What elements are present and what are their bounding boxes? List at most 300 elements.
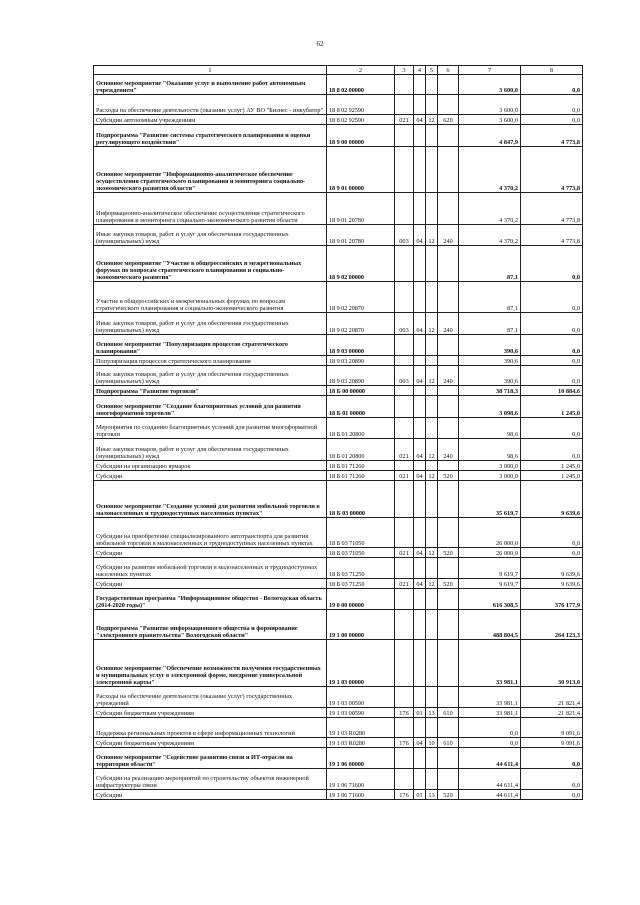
section-code bbox=[414, 589, 426, 610]
expense-type-code: 520 bbox=[438, 548, 459, 558]
section-code bbox=[414, 147, 426, 193]
target-code: 18 Б 01 71260 bbox=[327, 471, 395, 481]
section-code bbox=[414, 461, 426, 471]
amount-col8: 0,0 bbox=[521, 418, 583, 439]
target-code: 19 1 00 00000 bbox=[327, 610, 395, 640]
grbs-code bbox=[395, 282, 414, 313]
section-code: 04 bbox=[414, 225, 426, 246]
amount-col8: 21 821,4 bbox=[521, 708, 583, 718]
amount-col8: 0,0 bbox=[521, 548, 583, 558]
section-code: 04 bbox=[414, 439, 426, 461]
table-row bbox=[94, 769, 583, 790]
amount-col8: 0,0 bbox=[521, 518, 583, 548]
section-code: 04 bbox=[414, 115, 426, 125]
amount-col8: 21 821,4 bbox=[521, 687, 583, 708]
table-row bbox=[94, 418, 583, 439]
subsection-code: 12 bbox=[426, 471, 438, 481]
expense-type-code bbox=[438, 147, 459, 193]
expense-type-code: 610 bbox=[438, 708, 459, 718]
amount-col7: 87,1 bbox=[459, 313, 521, 335]
amount-col7: 390,6 bbox=[459, 366, 521, 386]
target-code: 18 Б 01 71260 bbox=[327, 461, 395, 471]
expense-type-code: 240 bbox=[438, 439, 459, 461]
row-name: Иные закупки товаров, работ и услуг для обеспечения государственных (муниципальных) нужд bbox=[94, 366, 327, 386]
section-code bbox=[414, 481, 426, 518]
section-code: 04 bbox=[414, 548, 426, 558]
amount-col7: 44 611,4 bbox=[459, 790, 521, 800]
subsection-code bbox=[426, 246, 438, 282]
expense-type-code bbox=[438, 246, 459, 282]
row-name: Субсидии бюджетным учреждениям bbox=[94, 708, 327, 718]
grbs-code: 021 bbox=[395, 579, 414, 589]
amount-col7: 38 718,3 bbox=[459, 386, 521, 396]
expense-type-code bbox=[438, 481, 459, 518]
section-code bbox=[414, 193, 426, 225]
amount-col8: 0,0 bbox=[521, 75, 583, 95]
amount-col8: 0,0 bbox=[521, 748, 583, 769]
expense-type-code bbox=[438, 193, 459, 225]
target-code: 18 9 03 20890 bbox=[327, 366, 395, 386]
amount-col7: 3 600,0 bbox=[459, 75, 521, 95]
header-cell: 6 bbox=[438, 66, 459, 75]
table-row bbox=[94, 246, 583, 282]
table-row bbox=[94, 589, 583, 610]
row-name: Основное мероприятие "Участие в общероссийских и межрегиональных форумах по вопросам стратегического планирования и социально-экономического развития" bbox=[94, 246, 327, 282]
amount-col8: 1 245,0 bbox=[521, 461, 583, 471]
amount-col8: 0,0 bbox=[521, 790, 583, 800]
expense-type-code bbox=[438, 610, 459, 640]
subsection-code: 13 bbox=[426, 708, 438, 718]
amount-col8: 9 091,6 bbox=[521, 738, 583, 748]
grbs-code bbox=[395, 558, 414, 579]
section-code bbox=[414, 246, 426, 282]
table-row bbox=[94, 548, 583, 558]
row-name: Субсидии bbox=[94, 548, 327, 558]
amount-col7: 616 308,5 bbox=[459, 589, 521, 610]
amount-col7: 26 000,0 bbox=[459, 518, 521, 548]
amount-col8: 1 245,0 bbox=[521, 396, 583, 418]
row-name: Иные закупки товаров, работ и услуг для обеспечения государственных (муниципальных) нужд bbox=[94, 225, 327, 246]
row-name: Иные закупки товаров, работ и услуг для обеспечения государственных (муниципальных) нужд bbox=[94, 439, 327, 461]
grbs-code: 003 bbox=[395, 366, 414, 386]
amount-col8: 0,0 bbox=[521, 356, 583, 366]
row-name: Субсидии bbox=[94, 790, 327, 800]
row-name: Государственная программа "Информационное общество - Вологодская область (2014-2020 годы)" bbox=[94, 589, 327, 610]
amount-col7: 9 619,7 bbox=[459, 558, 521, 579]
grbs-code: 021 bbox=[395, 471, 414, 481]
amount-col7: 4 370,2 bbox=[459, 147, 521, 193]
target-code: 18 9 02 20870 bbox=[327, 313, 395, 335]
row-name: Субсидии бюджетным учреждениям bbox=[94, 738, 327, 748]
subsection-code bbox=[426, 769, 438, 790]
expense-type-code bbox=[438, 687, 459, 708]
amount-col7: 87,1 bbox=[459, 282, 521, 313]
amount-col7: 3 000,0 bbox=[459, 471, 521, 481]
expense-type-code: 620 bbox=[438, 115, 459, 125]
target-code: 18 8 02 00000 bbox=[327, 75, 395, 95]
header-cell: 5 bbox=[426, 66, 438, 75]
table-row bbox=[94, 610, 583, 640]
target-code: 18 Б 03 71050 bbox=[327, 548, 395, 558]
table-row bbox=[94, 738, 583, 748]
subsection-code bbox=[426, 386, 438, 396]
section-code bbox=[414, 335, 426, 356]
grbs-code bbox=[395, 125, 414, 147]
row-name: Субсидии на приобретение специализированного автотранспорта для развития мобильной торговли в малонаселенных и труднодоступных населенных пунктах bbox=[94, 518, 327, 548]
amount-col8: 4 773,8 bbox=[521, 125, 583, 147]
subsection-code bbox=[426, 461, 438, 471]
table-row bbox=[94, 518, 583, 548]
page-number: 62 bbox=[316, 40, 324, 48]
amount-col8: 0,0 bbox=[521, 313, 583, 335]
expense-type-code bbox=[438, 461, 459, 471]
target-code: 18 8 02 92590 bbox=[327, 95, 395, 115]
grbs-code bbox=[395, 461, 414, 471]
row-name: Субсидии bbox=[94, 471, 327, 481]
grbs-code bbox=[395, 769, 414, 790]
amount-col8: 4 773,8 bbox=[521, 147, 583, 193]
section-code bbox=[414, 610, 426, 640]
row-name: Подпрограмма "Развитие информационного общества и формирование "электронного правительства" Вологодской области" bbox=[94, 610, 327, 640]
target-code: 19 1 06 71600 bbox=[327, 769, 395, 790]
target-code: 18 Б 03 71250 bbox=[327, 558, 395, 579]
section-code: 04 bbox=[414, 738, 426, 748]
subsection-code bbox=[426, 687, 438, 708]
expense-type-code bbox=[438, 125, 459, 147]
target-code: 19 1 03 R0280 bbox=[327, 738, 395, 748]
target-code: 18 Б 01 20800 bbox=[327, 439, 395, 461]
target-code: 18 Б 03 00000 bbox=[327, 481, 395, 518]
target-code: 18 9 02 00000 bbox=[327, 246, 395, 282]
target-code: 18 9 03 20890 bbox=[327, 356, 395, 366]
expense-type-code bbox=[438, 748, 459, 769]
target-code: 18 9 00 00000 bbox=[327, 125, 395, 147]
subsection-code: 12 bbox=[426, 313, 438, 335]
expense-type-code: 240 bbox=[438, 225, 459, 246]
table-row bbox=[94, 125, 583, 147]
grbs-code bbox=[395, 356, 414, 366]
expense-type-code: 520 bbox=[438, 790, 459, 800]
amount-col8: 0,0 bbox=[521, 366, 583, 386]
table-row bbox=[94, 313, 583, 335]
subsection-code: 12 bbox=[426, 225, 438, 246]
grbs-code: 021 bbox=[395, 115, 414, 125]
amount-col7: 0,0 bbox=[459, 738, 521, 748]
row-name: Субсидии на организацию ярмарок bbox=[94, 461, 327, 471]
subsection-code bbox=[426, 396, 438, 418]
section-code bbox=[414, 518, 426, 548]
table-row bbox=[94, 640, 583, 687]
amount-col8: 264 123,3 bbox=[521, 610, 583, 640]
amount-col8: 0,0 bbox=[521, 439, 583, 461]
row-name: Подпрограмма "Развитие системы стратегического планирования и оценки регулирующего воздействия" bbox=[94, 125, 327, 147]
expense-type-code bbox=[438, 589, 459, 610]
table-row bbox=[94, 481, 583, 518]
target-code: 19 1 03 00000 bbox=[327, 640, 395, 687]
amount-col8: 4 773,8 bbox=[521, 225, 583, 246]
target-code: 19 1 03 R0280 bbox=[327, 718, 395, 738]
grbs-code bbox=[395, 75, 414, 95]
table-header-row bbox=[94, 66, 583, 75]
header-cell: 4 bbox=[414, 66, 426, 75]
target-code: 18 9 02 20870 bbox=[327, 282, 395, 313]
subsection-code bbox=[426, 718, 438, 738]
table-row bbox=[94, 579, 583, 589]
row-name: Основное мероприятие "Обеспечение возможности получения государственных и муниципальных услуг в электронной форме, внедрение универсальной электронной карты" bbox=[94, 640, 327, 687]
subsection-code bbox=[426, 589, 438, 610]
header-cell: 2 bbox=[327, 66, 395, 75]
expense-type-code bbox=[438, 718, 459, 738]
grbs-code bbox=[395, 718, 414, 738]
target-code: 18 9 01 00000 bbox=[327, 147, 395, 193]
grbs-code bbox=[395, 335, 414, 356]
section-code bbox=[414, 558, 426, 579]
subsection-code: 12 bbox=[426, 548, 438, 558]
amount-col8: 9 639,6 bbox=[521, 558, 583, 579]
subsection-code: 12 bbox=[426, 439, 438, 461]
subsection-code bbox=[426, 95, 438, 115]
amount-col7: 98,6 bbox=[459, 439, 521, 461]
amount-col7: 4 370,2 bbox=[459, 193, 521, 225]
row-name: Расходы на обеспечение деятельности (оказание услуг) АУ ВО "Бизнес - инкубатор" bbox=[94, 95, 327, 115]
header-cell: 8 bbox=[521, 66, 583, 75]
table-row bbox=[94, 366, 583, 386]
subsection-code bbox=[426, 125, 438, 147]
amount-col8: 10 884,6 bbox=[521, 386, 583, 396]
grbs-code: 176 bbox=[395, 708, 414, 718]
target-code: 18 9 03 00000 bbox=[327, 335, 395, 356]
subsection-code: 13 bbox=[426, 790, 438, 800]
table-row bbox=[94, 748, 583, 769]
expense-type-code bbox=[438, 769, 459, 790]
section-code bbox=[414, 640, 426, 687]
grbs-code bbox=[395, 687, 414, 708]
table-row bbox=[94, 193, 583, 225]
amount-col7: 35 619,7 bbox=[459, 481, 521, 518]
subsection-code bbox=[426, 640, 438, 687]
amount-col7: 488 804,5 bbox=[459, 610, 521, 640]
expense-type-code: 240 bbox=[438, 366, 459, 386]
row-name: Основное мероприятие "Оказание услуг и выполнение работ автономным учреждением" bbox=[94, 75, 327, 95]
amount-col7: 0,0 bbox=[459, 718, 521, 738]
target-code: 18 9 01 20780 bbox=[327, 193, 395, 225]
target-code: 18 Б 00 00000 bbox=[327, 386, 395, 396]
expense-type-code: 520 bbox=[438, 471, 459, 481]
grbs-code bbox=[395, 518, 414, 548]
subsection-code bbox=[426, 335, 438, 356]
grbs-code bbox=[395, 246, 414, 282]
expense-type-code: 610 bbox=[438, 738, 459, 748]
row-name: Субсидии на реализацию мероприятий по строительству объектов инженерной инфраструктуры связи bbox=[94, 769, 327, 790]
target-code: 18 8 02 92590 bbox=[327, 115, 395, 125]
table-row bbox=[94, 356, 583, 366]
section-code bbox=[414, 95, 426, 115]
row-name: Участие в общероссийских и межрегиональных форумах по вопросам стратегического планирования и социально-экономического развития bbox=[94, 282, 327, 313]
subsection-code: 12 bbox=[426, 366, 438, 386]
amount-col7: 3 000,0 bbox=[459, 461, 521, 471]
table-row bbox=[94, 386, 583, 396]
target-code: 19 1 03 00590 bbox=[327, 687, 395, 708]
table-row bbox=[94, 396, 583, 418]
target-code: 18 9 01 20780 bbox=[327, 225, 395, 246]
grbs-code bbox=[395, 193, 414, 225]
amount-col8: 1 245,0 bbox=[521, 471, 583, 481]
subsection-code bbox=[426, 481, 438, 518]
amount-col7: 44 611,4 bbox=[459, 769, 521, 790]
subsection-code: 12 bbox=[426, 115, 438, 125]
row-name: Популяризация процессов стратегического планирования bbox=[94, 356, 327, 366]
section-code bbox=[414, 769, 426, 790]
subsection-code bbox=[426, 356, 438, 366]
table-row bbox=[94, 115, 583, 125]
amount-col7: 4 847,9 bbox=[459, 125, 521, 147]
amount-col8: 30 913,0 bbox=[521, 640, 583, 687]
expense-type-code bbox=[438, 75, 459, 95]
row-name: Субсидии bbox=[94, 579, 327, 589]
subsection-code bbox=[426, 75, 438, 95]
expense-type-code: 520 bbox=[438, 579, 459, 589]
amount-col7: 9 619,7 bbox=[459, 579, 521, 589]
table-row bbox=[94, 282, 583, 313]
expense-type-code bbox=[438, 335, 459, 356]
amount-col7: 390,6 bbox=[459, 335, 521, 356]
amount-col7: 3 600,0 bbox=[459, 95, 521, 115]
amount-col8: 0,0 bbox=[521, 769, 583, 790]
table-row bbox=[94, 687, 583, 708]
amount-col7: 3 600,0 bbox=[459, 115, 521, 125]
section-code bbox=[414, 687, 426, 708]
budget-table bbox=[93, 65, 583, 800]
section-code: 01 bbox=[414, 790, 426, 800]
amount-col7: 4 370,2 bbox=[459, 225, 521, 246]
section-code bbox=[414, 718, 426, 738]
section-code bbox=[414, 748, 426, 769]
target-code: 18 Б 01 00000 bbox=[327, 396, 395, 418]
amount-col7: 33 981,1 bbox=[459, 708, 521, 718]
expense-type-code bbox=[438, 640, 459, 687]
target-code: 18 Б 03 71050 bbox=[327, 518, 395, 548]
row-name: Субсидии автономным учреждениям bbox=[94, 115, 327, 125]
amount-col7: 33 981,1 bbox=[459, 640, 521, 687]
grbs-code: 176 bbox=[395, 738, 414, 748]
table-row bbox=[94, 225, 583, 246]
expense-type-code bbox=[438, 518, 459, 548]
row-name: Основное мероприятие "Информационно-аналитическое обеспечение осуществления стратегического планирования и мониторинга социально-экономического развития области" bbox=[94, 147, 327, 193]
row-name: Иные закупки товаров, работ и услуг для обеспечения государственных (муниципальных) нужд bbox=[94, 313, 327, 335]
subsection-code bbox=[426, 558, 438, 579]
row-name: Подпрограмма "Развитие торговли" bbox=[94, 386, 327, 396]
subsection-code bbox=[426, 610, 438, 640]
grbs-code bbox=[395, 748, 414, 769]
table-row bbox=[94, 95, 583, 115]
row-name: Основное мероприятие "Создание благоприятных условий для развития многоформатной торговли" bbox=[94, 396, 327, 418]
row-name: Мероприятия по созданию благоприятных условий для развития многоформатной торговли bbox=[94, 418, 327, 439]
grbs-code bbox=[395, 396, 414, 418]
table-row bbox=[94, 471, 583, 481]
subsection-code: 10 bbox=[426, 738, 438, 748]
section-code bbox=[414, 418, 426, 439]
table-row bbox=[94, 708, 583, 718]
amount-col8: 0,0 bbox=[521, 95, 583, 115]
grbs-code bbox=[395, 589, 414, 610]
grbs-code: 003 bbox=[395, 225, 414, 246]
section-code: 04 bbox=[414, 366, 426, 386]
section-code bbox=[414, 356, 426, 366]
row-name: Субсидии на развитие мобильной торговли в малонаселенных и труднодоступных населенных пунктах bbox=[94, 558, 327, 579]
grbs-code: 176 bbox=[395, 790, 414, 800]
header-cell: 1 bbox=[94, 66, 327, 75]
grbs-code bbox=[395, 640, 414, 687]
amount-col7: 3 098,6 bbox=[459, 396, 521, 418]
amount-col8: 376 177,9 bbox=[521, 589, 583, 610]
grbs-code bbox=[395, 418, 414, 439]
amount-col7: 33 981,1 bbox=[459, 687, 521, 708]
amount-col8: 0,0 bbox=[521, 115, 583, 125]
header-cell: 7 bbox=[459, 66, 521, 75]
subsection-code bbox=[426, 147, 438, 193]
table-row bbox=[94, 558, 583, 579]
subsection-code bbox=[426, 748, 438, 769]
subsection-code bbox=[426, 193, 438, 225]
table-row bbox=[94, 439, 583, 461]
subsection-code bbox=[426, 282, 438, 313]
row-name: Расходы на обеспечение деятельности (оказание услуг) государственных учреждений bbox=[94, 687, 327, 708]
expense-type-code bbox=[438, 558, 459, 579]
expense-type-code bbox=[438, 356, 459, 366]
grbs-code bbox=[395, 481, 414, 518]
expense-type-code: 240 bbox=[438, 313, 459, 335]
grbs-code: 021 bbox=[395, 439, 414, 461]
grbs-code: 003 bbox=[395, 313, 414, 335]
section-code bbox=[414, 282, 426, 313]
amount-col8: 9 639,6 bbox=[521, 579, 583, 589]
table-row bbox=[94, 147, 583, 193]
expense-type-code bbox=[438, 396, 459, 418]
amount-col8: 0,0 bbox=[521, 282, 583, 313]
target-code: 19 1 06 00000 bbox=[327, 748, 395, 769]
row-name: Информационно-аналитическое обеспечение осуществления стратегического планирования и мониторинга социально-экономического развития области bbox=[94, 193, 327, 225]
target-code: 18 Б 03 71250 bbox=[327, 579, 395, 589]
subsection-code bbox=[426, 518, 438, 548]
amount-col8: 0,0 bbox=[521, 246, 583, 282]
grbs-code bbox=[395, 386, 414, 396]
table-row bbox=[94, 461, 583, 471]
section-code: 04 bbox=[414, 579, 426, 589]
target-code: 19 1 03 00590 bbox=[327, 708, 395, 718]
section-code: 01 bbox=[414, 708, 426, 718]
section-code bbox=[414, 125, 426, 147]
row-name: Основное мероприятие "Создание условий для развития мобильной торговли в малонаселенных и труднодоступных населенных пунктах" bbox=[94, 481, 327, 518]
row-name: Поддержка региональных проектов в сфере информационных технологий bbox=[94, 718, 327, 738]
expense-type-code bbox=[438, 282, 459, 313]
amount-col7: 87,1 bbox=[459, 246, 521, 282]
expense-type-code bbox=[438, 418, 459, 439]
subsection-code: 12 bbox=[426, 579, 438, 589]
table-row bbox=[94, 718, 583, 738]
grbs-code bbox=[395, 95, 414, 115]
section-code bbox=[414, 75, 426, 95]
amount-col8: 0,0 bbox=[521, 335, 583, 356]
grbs-code bbox=[395, 610, 414, 640]
section-code bbox=[414, 396, 426, 418]
target-code: 19 1 06 71600 bbox=[327, 790, 395, 800]
section-code: 04 bbox=[414, 471, 426, 481]
expense-type-code bbox=[438, 95, 459, 115]
amount-col8: 9 091,6 bbox=[521, 718, 583, 738]
grbs-code: 021 bbox=[395, 548, 414, 558]
subsection-code bbox=[426, 418, 438, 439]
amount-col7: 26 000,0 bbox=[459, 548, 521, 558]
